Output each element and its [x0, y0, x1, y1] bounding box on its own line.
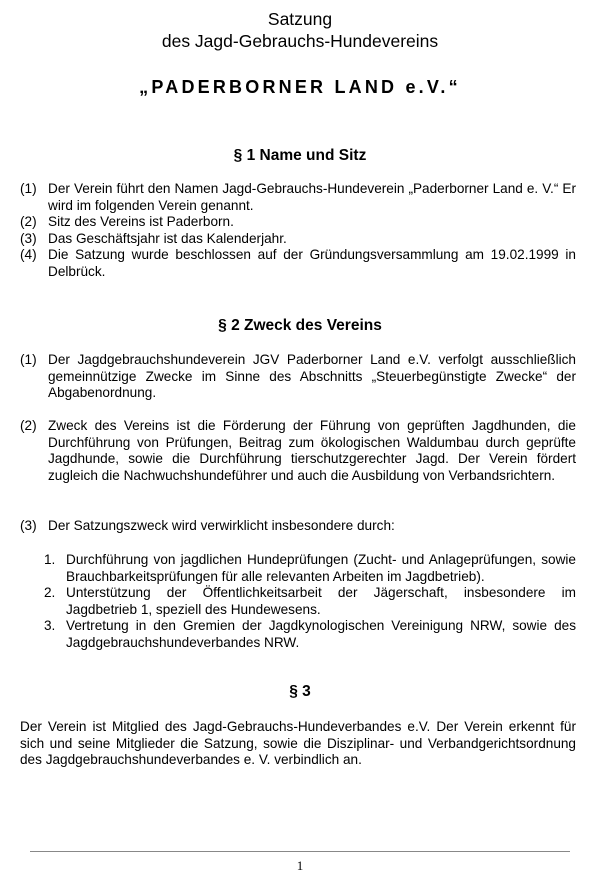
sublist-number: 1.	[44, 552, 56, 567]
page-number: 1	[296, 858, 304, 873]
section-2-paragraph-2	[20, 418, 576, 484]
paragraph-text: Der Jagdgebrauchshundeverein JGV Paderborner Land e.V. verfolgt ausschließlich gemeinnützige Zwecke im Sinne des Abschnitts „Steuerbegünstigte Zwecke“ der Abgabenordnung.	[48, 352, 576, 400]
club-name-title: „PADERBORNER LAND e.V.“	[139, 77, 461, 97]
sublist-text: Unterstützung der Öffentlichkeitsarbeit der Jägerschaft, insbesondere im Jagdbetrieb 1, speziell des Hundewesens.	[66, 585, 576, 617]
section-1-item	[20, 214, 576, 231]
paragraph-text: Zweck des Vereins ist die Förderung der Führung von geprüften Jagdhunden, die Durchführung von Prüfungen, Beitrag zum ökologischen Waldumbau durch geprüfte Jagdhunde, sowie die Durchführung tierschutzgerechter Jagd. Der Verein fördert zugleich die Nachwuchshundeführer und auch die Ausbildung von Verbandsrichtern.	[48, 418, 576, 483]
section-2-sublist	[44, 552, 576, 651]
sublist-text: Vertretung in den Gremien der Jagdkynologischen Vereinigung NRW, sowie des Jagdgebrauchshundeverbandes NRW.	[66, 618, 576, 650]
section-1-list	[20, 181, 576, 280]
item-number: (1)	[20, 181, 37, 196]
paragraph-text: Der Satzungszweck wird verwirklicht insbesondere durch:	[48, 518, 395, 533]
section-2-paragraph-3	[20, 518, 576, 535]
sublist-number: 3.	[44, 618, 56, 633]
section-1-item	[20, 231, 576, 248]
section-3-heading: § 3	[289, 683, 311, 700]
section-1-item	[20, 247, 576, 280]
footer-divider	[30, 851, 570, 852]
sublist-number: 2.	[44, 585, 56, 600]
section-3-text: Der Verein ist Mitglied des Jagd-Gebrauchs-Hundeverbandes e.V. Der Verein erkennt für sich und seine Mitglieder die Satzung, sowie die Disziplinar- und Verbandgerichtsordnung des Jagdgebrauchshundeverbandes e. V. verbindlich an.	[20, 719, 576, 767]
sublist-item	[44, 552, 576, 585]
paragraph-number: (1)	[20, 352, 37, 367]
item-text: Der Verein führt den Namen Jagd-Gebrauchs-Hundeverein „Paderborner Land e. V.“ Er wird im folgenden Verein genannt.	[48, 181, 576, 213]
item-number: (2)	[20, 214, 37, 229]
item-number: (3)	[20, 230, 37, 246]
item-number: (4)	[20, 247, 37, 262]
sublist-text: Durchführung von jagdlichen Hundeprüfungen (Zucht- und Anlageprüfungen, sowie Brauchbarkeitsprüfungen für alle relevanten Arbeiten im Jagdbetrieb).	[66, 552, 576, 584]
paragraph-number: (3)	[20, 518, 37, 533]
item-text: Das Geschäftsjahr ist das Kalenderjahr.	[48, 230, 287, 246]
paragraph-number: (2)	[20, 418, 37, 433]
section-2-paragraph-1	[20, 352, 576, 402]
section-2-heading: § 2 Zweck des Vereins	[218, 317, 382, 334]
sublist-item	[44, 618, 576, 651]
item-text: Die Satzung wurde beschlossen auf der Gründungsversammlung am 19.02.1999 in Delbrück.	[48, 247, 576, 279]
item-text: Sitz des Vereins ist Paderborn.	[48, 214, 234, 229]
doc-title-line-2: des Jagd-Gebrauchs-Hundevereins	[161, 31, 439, 51]
doc-title-line-1: Satzung	[267, 9, 333, 29]
section-1-heading: § 1 Name und Sitz	[233, 147, 367, 164]
section-1-item	[20, 181, 576, 214]
sublist-item	[44, 585, 576, 618]
